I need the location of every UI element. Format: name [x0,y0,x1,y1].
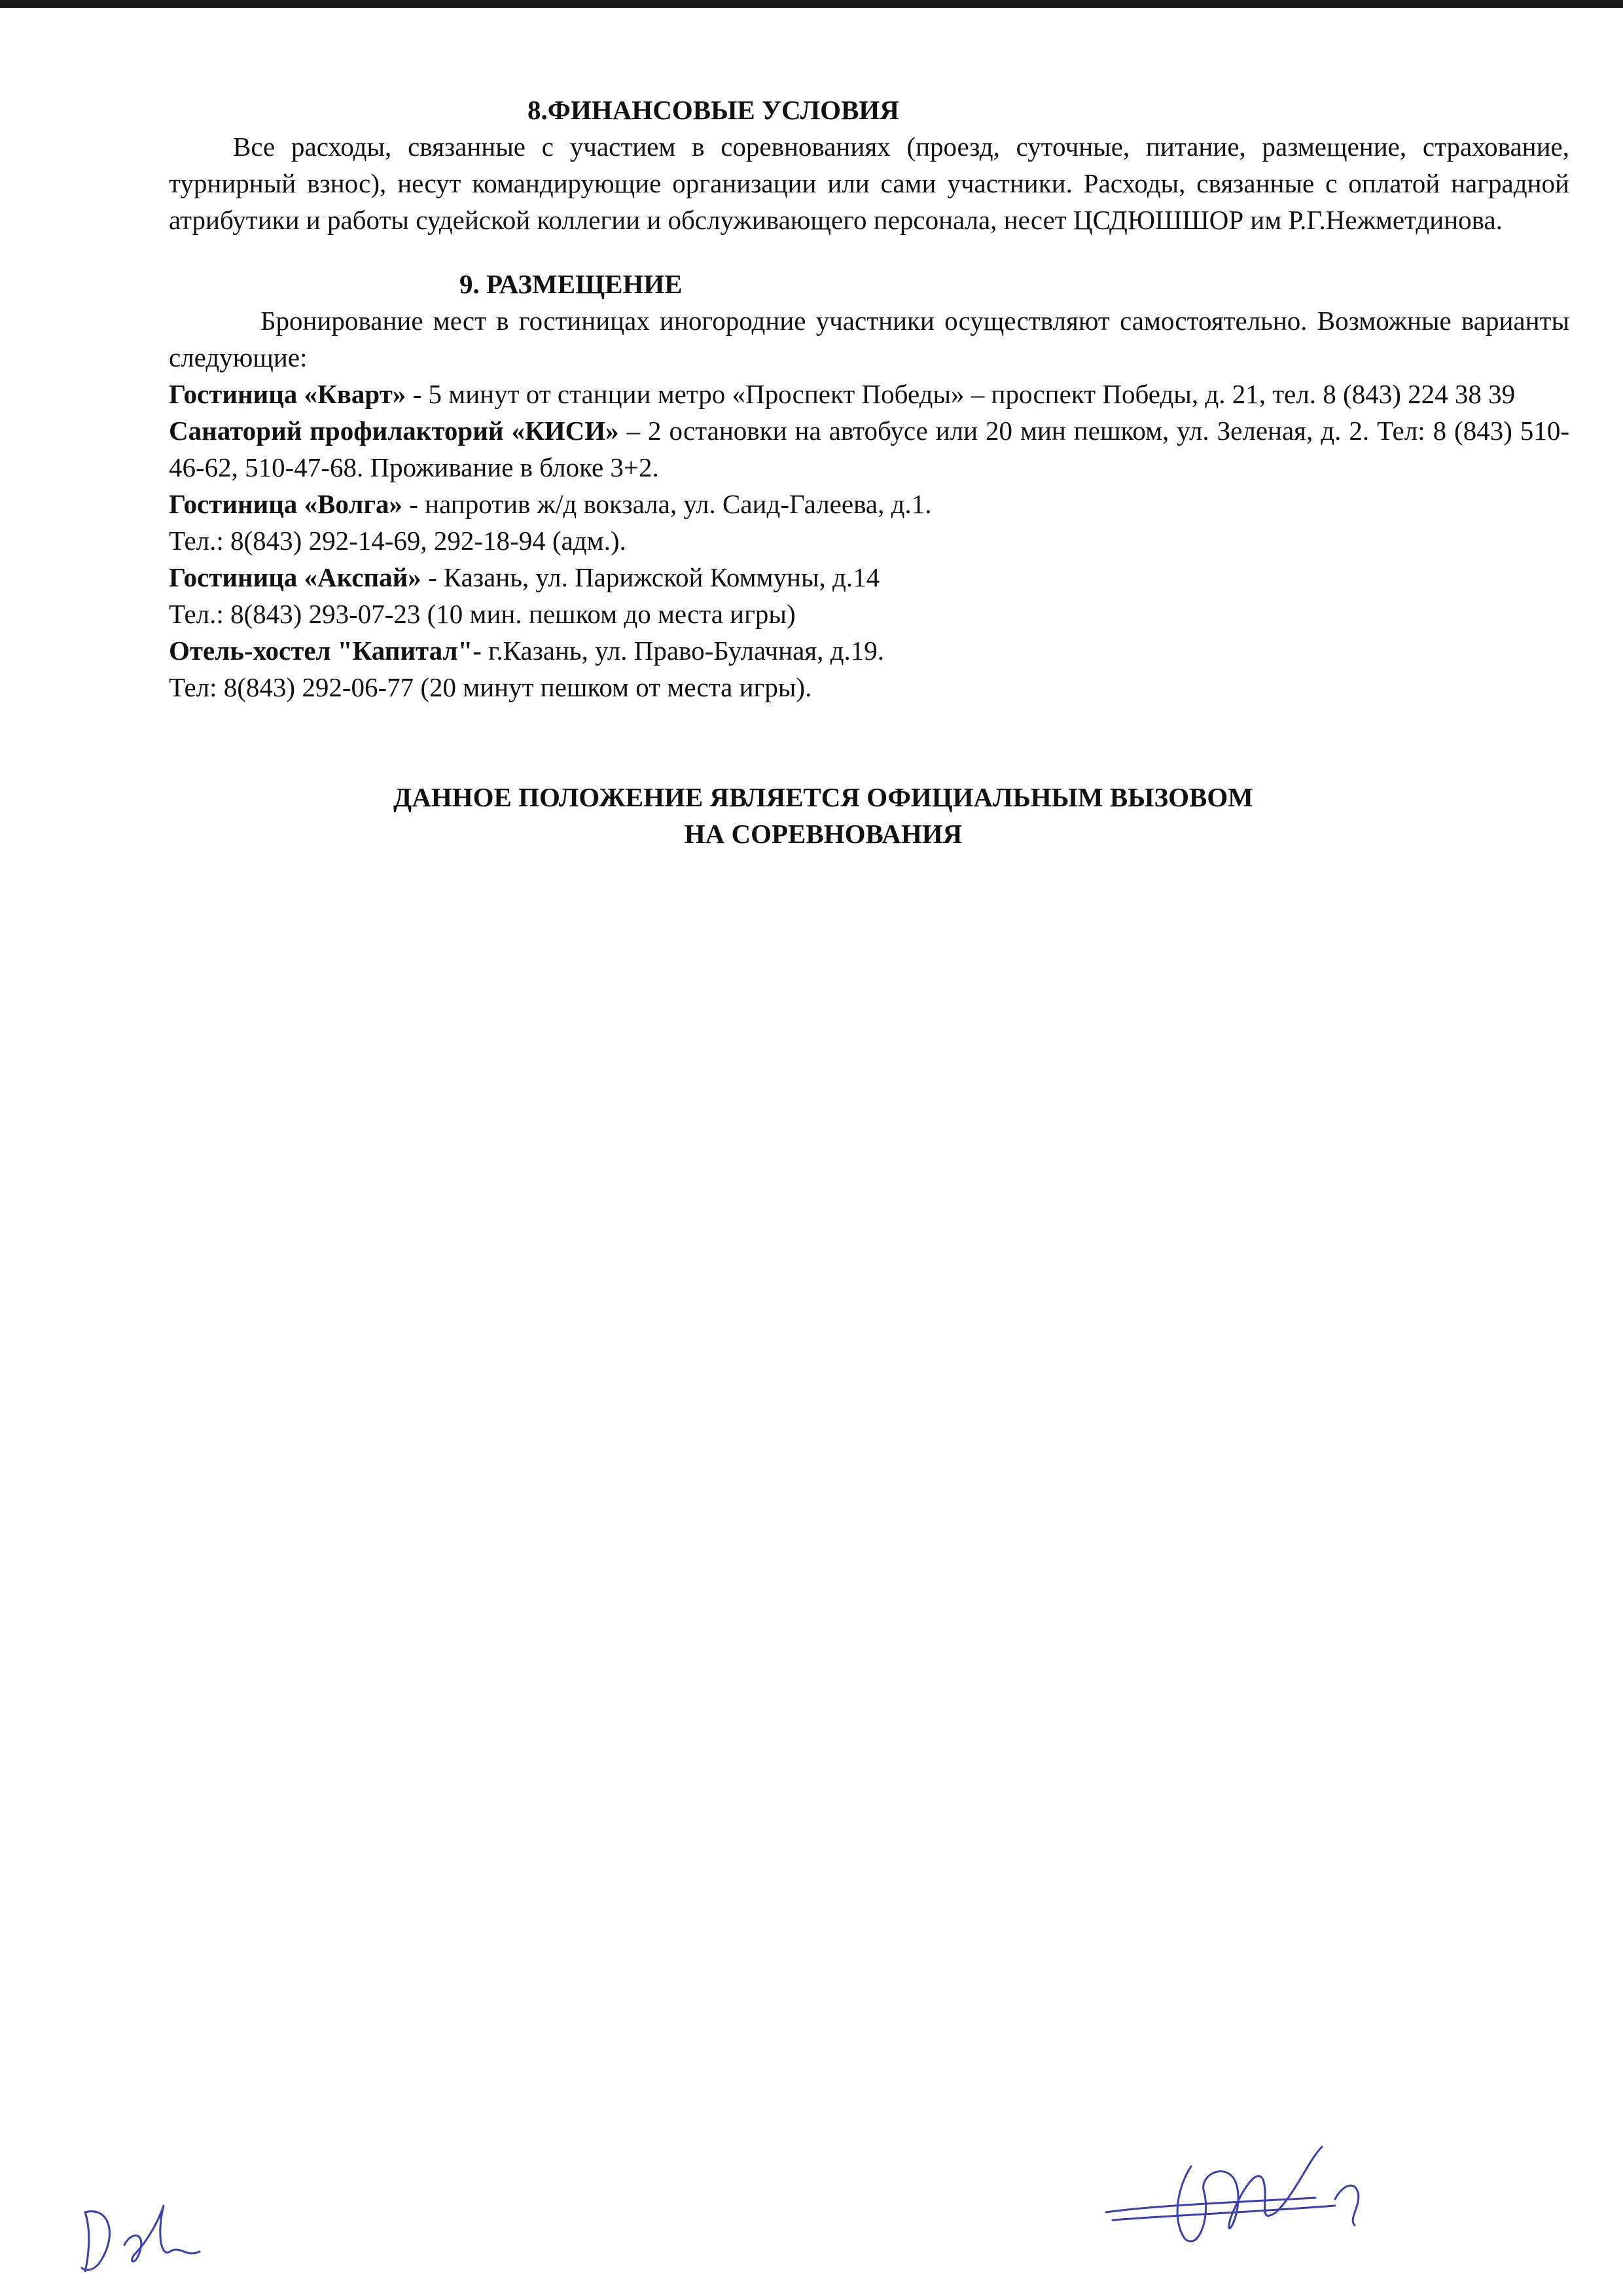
hotel-item [169,412,1569,486]
hotel-list [169,376,1569,706]
hotel-phone: Тел.: 8(843) 293-07-23 (10 мин. пешком до места игры) [169,599,796,629]
hotel-phone: Тел: 8(843) 292-06-77 (20 минут пешком от места игры). [169,672,812,702]
initials-mark [72,2186,223,2284]
scan-edge [0,0,1623,8]
hotel-phone: Тел.: 8(843) 292-14-69, 292-18-94 (адм.). [169,526,626,556]
hotel-item [169,632,1569,669]
section-8-title: 8.ФИНАНСОВЫЕ УСЛОВИЯ [527,95,899,125]
closing-statement [169,779,1569,852]
hotel-item [169,376,1569,412]
hotel-name: Гостиница «Кварт» [169,379,406,409]
hotel-details: г.Казань, ул. Право-Булачная, д.19. [481,636,885,666]
hotel-name: Гостиница «Акспай» [169,562,421,592]
section-9-title: 9. РАЗМЕЩЕНИЕ [459,269,683,299]
closing-line-2: НА СОРЕВНОВАНИЯ [684,819,963,849]
hotel-name: Гостиница «Волга» [169,489,402,519]
section-9-intro: Бронирование мест в гостиницах иногородние участники осуществляют самостоятельно. Возможные варианты следующие: [169,306,1569,372]
hotel-item [169,486,1569,522]
document-page [169,92,1569,852]
hotel-details: - Казань, ул. Парижской Коммуны, д.14 [421,562,880,592]
hotel-details: – 2 остановки на автобусе или 20 мин пешком, ул. Зеленая, д. 2. Тел: 8 (843) 510-46-62, 510-47-68. Проживание в блоке 3+2. [169,416,1569,482]
hotel-name: Санаторий профилакторий «КИСИ» [169,416,619,446]
hotel-details: - 5 минут от станции метро «Проспект Победы» – проспект Победы, д. 21, тел. 8 (843) 224 38 39 [406,379,1516,409]
signature-mark [1099,2140,1387,2258]
hotel-item [169,559,1569,596]
hotel-name: Отель-хостел "Капитал"- [169,636,482,666]
closing-line-1: ДАННОЕ ПОЛОЖЕНИЕ ЯВЛЯЕТСЯ ОФИЦИАЛЬНЫМ ВЫЗОВОМ [393,782,1253,812]
hotel-details: - напротив ж/д вокзала, ул. Саид-Галеева, д.1. [402,489,932,519]
section-8-text: Все расходы, связанные с участием в соревнованиях (проезд, суточные, питание, размещение, страхование, турнирный взнос), несут командирующие организации или сами участники. Расходы, связанные с оплатой наградной атрибутики и работы судейской коллегии и обслуживающего персонала, несет ЦСДЮШШОР им Р.Г.Нежметдинова. [169,132,1569,235]
